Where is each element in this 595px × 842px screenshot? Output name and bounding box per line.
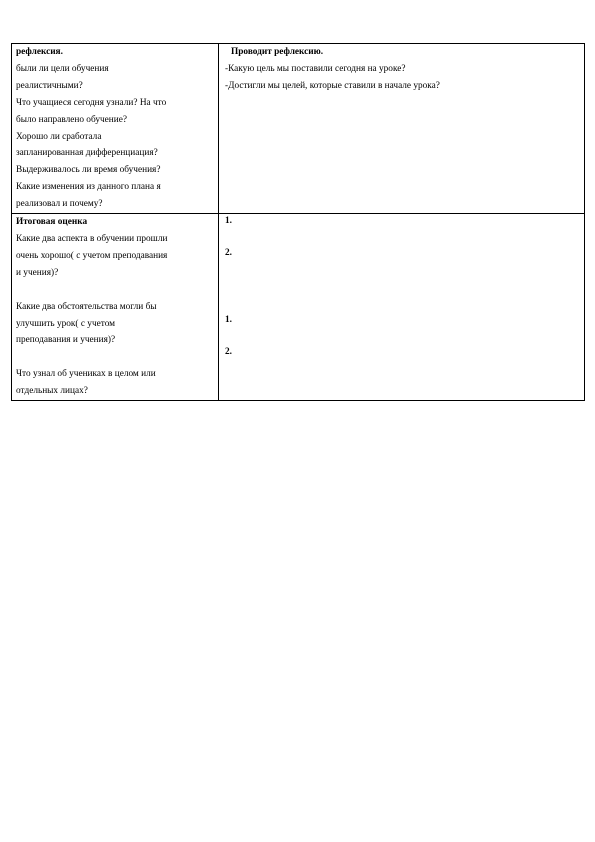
question-line: отдельных лицах? [16, 386, 88, 397]
lesson-plan-table [11, 43, 585, 401]
blank-line [16, 282, 216, 299]
answer-number: 1. [225, 216, 232, 227]
question-line: и учения)? [16, 267, 59, 278]
reflection-line: запланированная дифференциация? [16, 148, 158, 159]
reflection-line: Хорошо ли сработала [16, 131, 102, 142]
question-line: очень хорошо( с учетом преподавания [16, 250, 168, 261]
summary-row [12, 214, 585, 401]
reflection-activity-cell [219, 44, 585, 214]
question-line: улучшить урок( с учетом [16, 318, 116, 329]
reflection-row [12, 44, 585, 214]
reflection-title: рефлексия. [16, 47, 63, 57]
reflection-line: реалистичными? [16, 80, 83, 91]
reflection-line: были ли цели обучения [16, 63, 109, 74]
summary-questions-cell [12, 214, 219, 401]
answer-number: 2. [225, 248, 232, 259]
question-line: Что узнал об учениках в целом или [16, 369, 156, 380]
activity-title: Проводит рефлексию. [231, 47, 324, 57]
reflection-questions-cell [12, 44, 219, 214]
blank-line [16, 349, 216, 366]
reflection-line: Выдерживалось ли время обучения? [16, 165, 161, 176]
summary-answers-cell [219, 214, 585, 401]
reflection-line: Что учащиеся сегодня узнали? На что [16, 97, 167, 108]
answer-number: 2. [225, 347, 232, 358]
reflection-line: реализовал и почему? [16, 199, 103, 210]
reflection-line: было направлено обучение? [16, 114, 127, 125]
question-line: Какие два обстоятельства могли бы [16, 301, 157, 312]
reflection-line: Какие изменения из данного плана я [16, 182, 161, 193]
question-line: Какие два аспекта в обучении прошли [16, 233, 168, 244]
activity-line: -Достигли мы целей, которые ставили в начале урока? [225, 80, 440, 91]
answer-number: 1. [225, 315, 232, 326]
activity-line: -Какую цель мы поставили сегодня на уроке? [225, 63, 406, 74]
question-line: преподавания и учения)? [16, 335, 116, 346]
summary-title: Итоговая оценка [16, 217, 88, 228]
